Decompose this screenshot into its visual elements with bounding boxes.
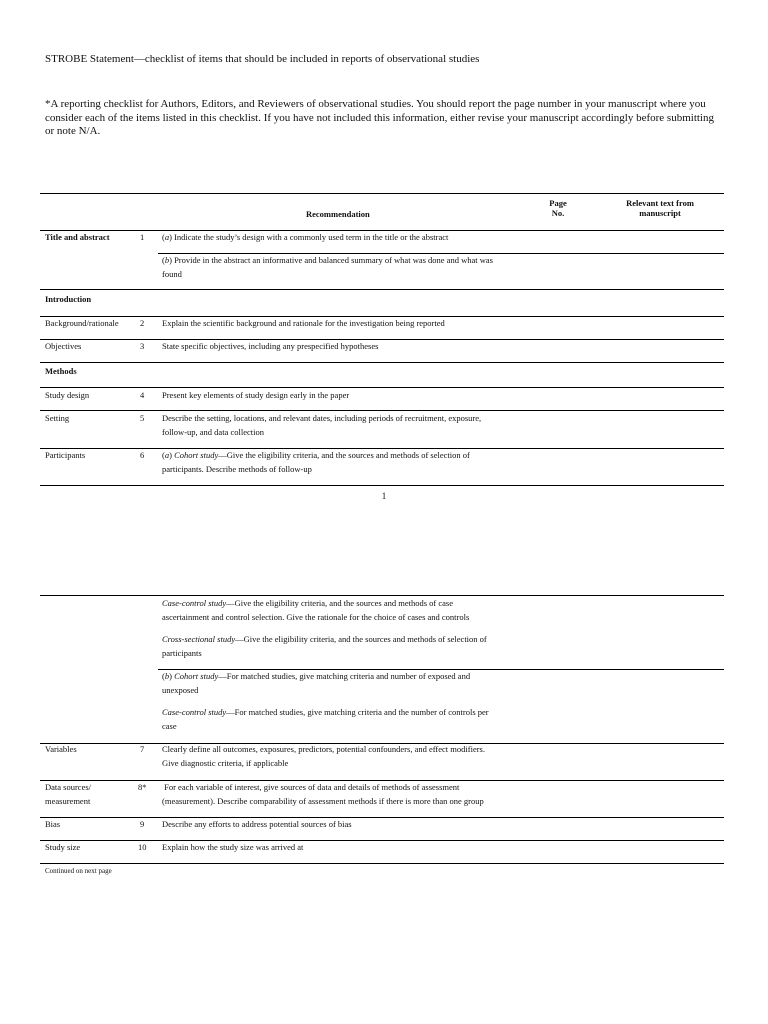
section-data-sources-line-1: Data sources/	[45, 782, 92, 792]
divider	[40, 863, 724, 864]
section-title-abstract: Title and abstract	[45, 232, 110, 242]
item-text: —Give the eligibility criteria, and the sources and methods of selection of	[235, 634, 487, 644]
item-text: —Give the eligibility criteria, and the sources and methods of selection of	[218, 450, 470, 460]
item-text: Indicate the study’s design with a commonly used term in the title or the abstract	[171, 232, 449, 242]
item-label: b	[164, 671, 170, 681]
section-introduction: Introduction	[45, 294, 92, 304]
item-number: 2	[140, 318, 145, 328]
item-number: 8*	[138, 782, 147, 792]
item-3-text: State specific objectives, including any prespecified hypotheses	[162, 341, 379, 351]
item-6b-case-control	[162, 706, 489, 733]
divider	[40, 387, 724, 388]
intro-paragraph: *A reporting checklist for Authors, Editors, and Reviewers of observational studies. You should report the page number in your manuscript where you consider each of the items listed in this checklist. If you have not included this information, either revise your manuscript accordingly before submitting or note N/A.	[45, 98, 714, 137]
item-6b-cohort-line-1: (b) Cohort study—For matched studies, give matching criteria and number of exposed and	[162, 671, 471, 681]
section-study-size: Study size	[45, 842, 81, 852]
divider	[40, 410, 724, 411]
divider	[40, 289, 724, 290]
item-text: —For matched studies, give matching criteria and number of exposed and	[218, 671, 471, 681]
item-6a-cross-sectional	[162, 633, 487, 660]
item-number: 1	[140, 232, 145, 242]
section-data-sources-line-2: measurement	[45, 795, 91, 806]
item-6a-case-control	[162, 597, 469, 624]
study-type: Cohort study	[174, 671, 219, 681]
item-6b-case-control-line-2: case	[162, 720, 177, 731]
document-title: STROBE Statement—checklist of items that should be included in reports of observational studies	[45, 53, 480, 65]
item-number: 6	[140, 450, 145, 460]
continued-note: Continued on next page	[45, 867, 112, 875]
page-number: 1	[381, 491, 387, 501]
item-9-text: Describe any efforts to address potential sources of bias	[162, 819, 352, 829]
study-type: Cohort study	[174, 450, 219, 460]
section-bias: Bias	[45, 819, 61, 829]
item-number: 4	[140, 390, 145, 400]
section-setting: Setting	[45, 413, 70, 423]
item-1b-text	[162, 254, 493, 281]
checklist-table-page-1	[40, 193, 724, 486]
item-6b-cohort	[162, 670, 470, 697]
item-1b-line-1: (b) Provide in the abstract an informative and balanced summary of what was done and what was	[162, 255, 493, 265]
header-relevant-line-2: manuscript	[639, 208, 681, 218]
item-1b-line-2: found	[162, 268, 182, 279]
case-control-line-2: ascertainment and control selection. Give the rationale for the choice of cases and controls	[162, 611, 470, 622]
item-7-line-1: Clearly define all outcomes, exposures, predictors, potential confounders, and effect modifiers.	[162, 744, 485, 754]
item-5-line-2: follow-up, and data collection	[162, 426, 264, 437]
divider	[40, 485, 724, 486]
item-4-text: Present key elements of study design early in the paper	[162, 390, 350, 400]
item-8-line-1: For each variable of interest, give sources of data and details of methods of assessment	[162, 782, 460, 792]
cross-sectional-line-1	[162, 633, 487, 647]
cross-sectional-line-2: participants	[162, 647, 202, 658]
item-text: Provide in the abstract an informative and balanced summary of what was done and what was	[171, 255, 493, 265]
header-page-no-line-2: No.	[551, 208, 565, 218]
item-6a-line-2: participants. Describe methods of follow-up	[162, 463, 312, 474]
item-6b-case-control-line-1	[162, 706, 489, 720]
item-6b-cohort-line-2: unexposed	[162, 684, 199, 695]
item-8-text	[162, 781, 484, 808]
item-number: 10	[138, 842, 147, 852]
section-participants: Participants	[45, 450, 86, 460]
divider	[40, 362, 724, 363]
section-background: Background/rationale	[45, 318, 119, 328]
item-number: 9	[140, 819, 145, 829]
section-study-design: Study design	[45, 390, 90, 400]
item-number: 3	[140, 341, 145, 351]
study-type: Case-control study	[162, 707, 227, 717]
item-5-line-1: Describe the setting, locations, and relevant dates, including periods of recruitment, exposure,	[162, 413, 482, 423]
item-7-text	[162, 743, 485, 770]
header-recommendation: Recommendation	[306, 209, 370, 219]
item-number: 5	[140, 413, 145, 423]
item-2-text: Explain the scientific background and rationale for the investigation being reported	[162, 318, 445, 328]
header-page-no	[538, 198, 578, 218]
item-7-line-2: Give diagnostic criteria, if applicable	[162, 757, 289, 768]
checklist-table-page-2	[40, 595, 724, 864]
item-8-line-2: (measurement). Describe comparability of assessment methods if there is more than one group	[162, 795, 484, 806]
section-data-sources	[45, 781, 91, 808]
study-type: Case-control study	[162, 598, 227, 608]
header-page-no-line-1: Page	[549, 198, 567, 208]
section-methods: Methods	[45, 366, 77, 376]
item-text: —For matched studies, give matching criteria and the number of controls per	[226, 707, 489, 717]
item-label: a	[164, 450, 170, 460]
item-text: —Give the eligibility criteria, and the sources and methods of case	[226, 598, 453, 608]
item-5-text	[162, 412, 481, 439]
header-relevant-text	[600, 198, 720, 218]
section-variables: Variables	[45, 744, 77, 754]
case-control-line-1	[162, 597, 469, 611]
section-objectives: Objectives	[45, 341, 82, 351]
item-number: 7	[140, 744, 145, 754]
item-label: a	[164, 232, 170, 242]
header-relevant-line-1: Relevant text from	[626, 198, 694, 208]
item-label: b	[164, 255, 170, 265]
item-6a-line-1: (a) Cohort study—Give the eligibility criteria, and the sources and methods of selection of	[162, 450, 470, 460]
item-10-text: Explain how the study size was arrived at	[162, 842, 304, 852]
item-1a-text: (a) Indicate the study’s design with a commonly used term in the title or the abstract	[162, 232, 449, 242]
study-type: Cross-sectional study	[162, 634, 236, 644]
item-6a-text	[162, 449, 470, 476]
